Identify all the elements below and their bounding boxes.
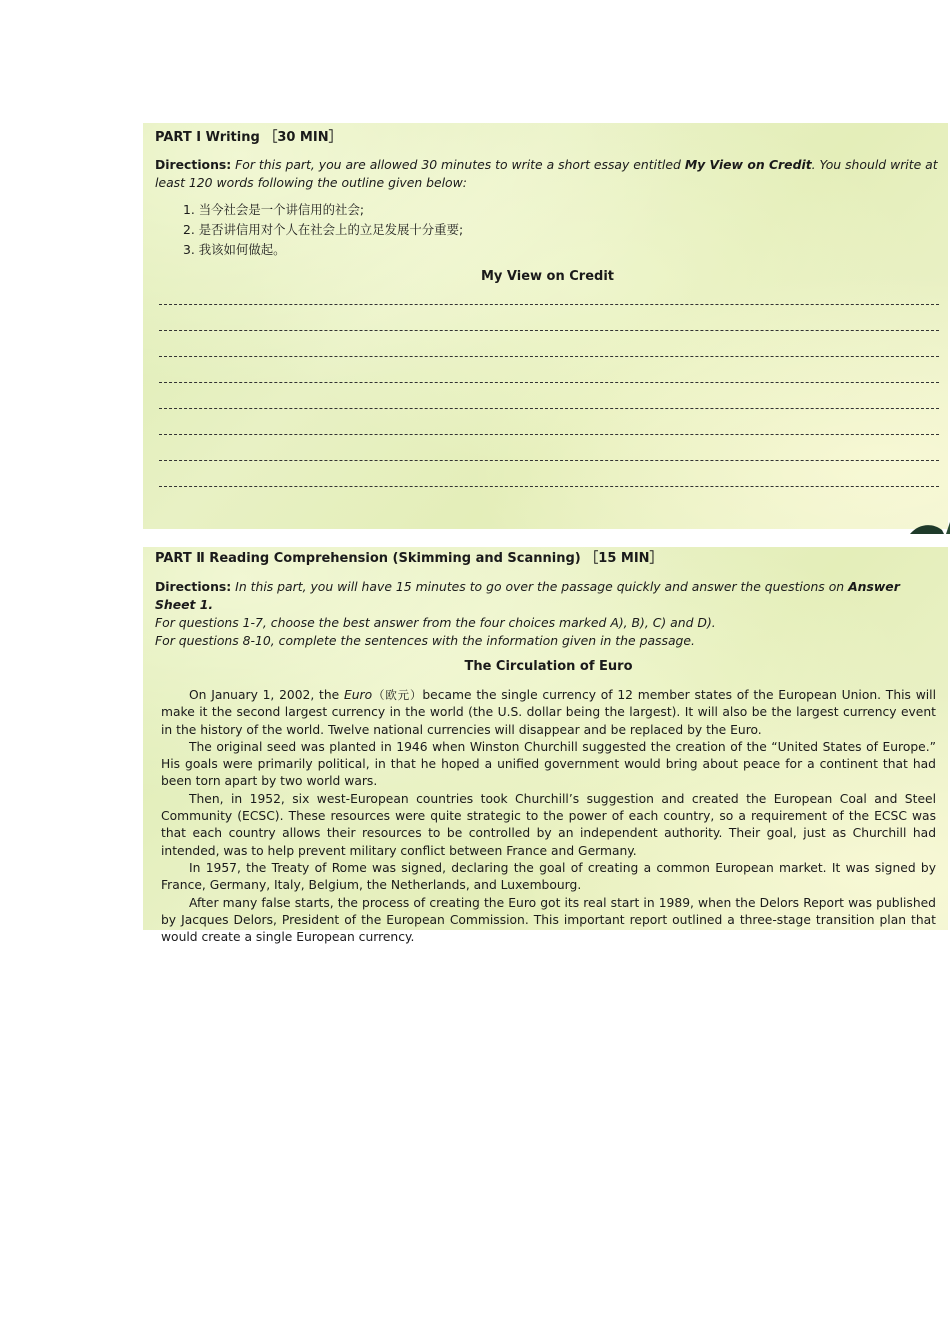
essay-title: My View on Credit bbox=[480, 269, 615, 284]
blank-writing-line[interactable] bbox=[159, 434, 939, 435]
paragraph-text: On January 1, 2002, the bbox=[189, 688, 344, 702]
directions-label: Directions: bbox=[155, 579, 232, 594]
blank-writing-line[interactable] bbox=[159, 356, 939, 357]
passage-title: The Circulation of Euro bbox=[464, 659, 633, 674]
directions-text: For this part, you are allowed 30 minutes to write a short essay entitled bbox=[231, 157, 685, 172]
passage-paragraph: After many false starts, the process of creating the Euro got its real start in 1989, when the Delors Report was published by Jacques Delors, President of the European Commission. This important report outlined a three-stage transition plan that would create a single European currency. bbox=[161, 895, 936, 945]
passage-paragraph: In 1957, the Treaty of Rome was signed, declaring the goal of creating a common European market. It was signed by France, Germany, Italy, Belgium, the Netherlands, and Luxembourg. bbox=[161, 860, 936, 893]
blank-writing-line[interactable] bbox=[159, 304, 939, 305]
paragraph-text: became the single currency of 12 member states of the European Union. This will make it the second largest currency in the world (the U.S. dollar being the largest). It will also be the largest currency event in the history of the world. Twelve national currencies will disappear and be replaced by the Euro. bbox=[161, 688, 936, 737]
passage-body bbox=[161, 687, 936, 946]
blank-writing-line[interactable] bbox=[159, 330, 939, 331]
passage-paragraph bbox=[161, 687, 936, 739]
directions-text-cont: . You should write at least 120 words following the outline given below: bbox=[155, 157, 938, 190]
essay-title-inline: My View on Credit bbox=[684, 157, 812, 172]
outline-item: 1. 当今社会是一个讲信用的社会; bbox=[183, 202, 365, 217]
essay-outline bbox=[183, 200, 940, 260]
euro-chinese: （欧元） bbox=[372, 688, 423, 702]
outline-item: 2. 是否讲信用对个人在社会上的立足发展十分重要; bbox=[183, 222, 464, 237]
directions-label: Directions: bbox=[155, 157, 232, 172]
directions-line-2: For questions 1-7, choose the best answer from the four choices marked A), B), C) and D). bbox=[155, 615, 716, 630]
outline-item: 3. 我该如何做起。 bbox=[183, 242, 286, 257]
blank-writing-line[interactable] bbox=[159, 486, 939, 487]
directions-text: In this part, you will have 15 minutes to go over the passage quickly and answer the questions on bbox=[231, 579, 849, 594]
writing-directions bbox=[155, 156, 940, 192]
essay-writing-lines[interactable] bbox=[155, 304, 940, 487]
passage-paragraph: Then, in 1952, six west-European countries took Churchill’s suggestion and created the European Coal and Steel Community (ECSC). These resources were quite strategic to the power of each country, so a requirement of the ECSC was that each country allows their resources to be controlled by an independent authority. Their goal, just as Churchill had intended, was to help prevent military conflict between France and Germany. bbox=[161, 791, 936, 858]
blank-writing-line[interactable] bbox=[159, 408, 939, 409]
euro-term: Euro bbox=[343, 688, 373, 702]
answer-sheet-ref: Answer Sheet 1. bbox=[155, 579, 900, 612]
part-one-title: PART Ⅰ Writing ［30 MIN］ bbox=[155, 130, 342, 145]
reading-section bbox=[143, 547, 948, 945]
part-two-title: PART Ⅱ Reading Comprehension (Skimming and Scanning) ［15 MIN］ bbox=[155, 551, 663, 566]
blank-writing-line[interactable] bbox=[159, 382, 939, 383]
writing-section bbox=[143, 123, 948, 529]
passage-paragraph: The original seed was planted in 1946 when Winston Churchill suggested the creation of the “United States of Europe.” His goals were primarily political, in that he hoped a unified government would bring about peace for a continent that had been torn apart by two world wars. bbox=[161, 739, 936, 789]
directions-line-3: For questions 8-10, complete the sentences with the information given in the passage. bbox=[155, 633, 695, 648]
reading-directions bbox=[155, 578, 936, 650]
blank-writing-line[interactable] bbox=[159, 460, 939, 461]
corner-decoration-icon bbox=[906, 522, 950, 534]
